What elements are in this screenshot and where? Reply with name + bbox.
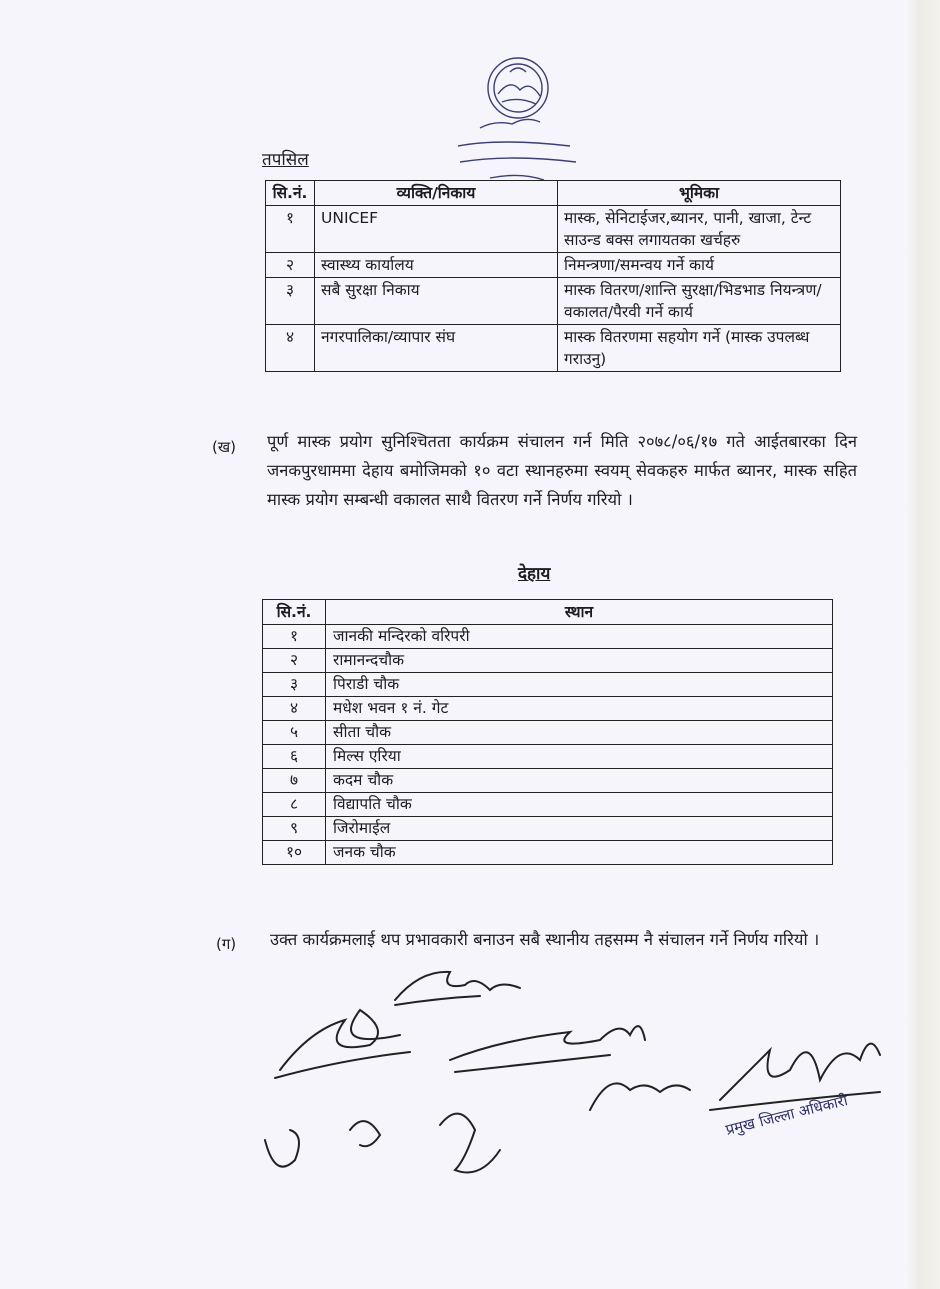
table-row — [266, 278, 841, 325]
table-row — [263, 697, 833, 721]
row-number: ७ — [263, 769, 326, 793]
table-row — [266, 253, 841, 278]
col-header-place: स्थान — [326, 600, 833, 625]
row-role: मास्क, सेनिटाईजर,ब्यानर, पानी, खाजा, टेन्ट साउन्ड बक्स लगायतका खर्चहरु — [558, 206, 841, 253]
table-row — [263, 649, 833, 673]
row-number: ४ — [266, 325, 315, 372]
col-header-number: सि.नं. — [263, 600, 326, 625]
table-row — [263, 769, 833, 793]
table-row — [263, 745, 833, 769]
table-row — [263, 721, 833, 745]
col-header-role: भूमिका — [558, 181, 841, 206]
row-number: ५ — [263, 721, 326, 745]
para-ga-marker: (ग) — [216, 935, 237, 953]
row-number: १० — [263, 841, 326, 865]
row-number: १ — [263, 625, 326, 649]
para-kha-text: पूर्ण मास्क प्रयोग सुनिश्चितता कार्यक्रम संचालन गर्न मिति २०७८/०६/१७ गते आईतबारका दिन जनकपुरधाममा देहाय बमोजिमको १० वटा स्थानहरुमा स्वयम् सेवकहरु मार्फत ब्यानर, मास्क सहित मास्क प्रयोग सम्बन्धी वकालत साथै वितरण गर्ने निर्णय गरियो । — [267, 432, 857, 509]
row-entity: स्वास्थ्य कार्यालय — [315, 253, 558, 278]
row-number: ६ — [263, 745, 326, 769]
row-number: ९ — [263, 817, 326, 841]
table-row — [263, 817, 833, 841]
table-row — [263, 625, 833, 649]
row-place: मिल्स एरिया — [326, 745, 833, 769]
row-number: २ — [266, 253, 315, 278]
table-header-row — [266, 181, 841, 206]
government-seal — [440, 50, 590, 190]
row-place: सीता चौक — [326, 721, 833, 745]
table-row — [266, 325, 841, 372]
row-role: मास्क वितरण/शान्ति सुरक्षा/भिडभाड नियन्त्रण/वकालत/पैरवी गर्ने कार्य — [558, 278, 841, 325]
row-number: ३ — [266, 278, 315, 325]
dehay-table — [262, 599, 833, 865]
row-role: मास्क वितरणमा सहयोग गर्ने (मास्क उपलब्ध गराउनु) — [558, 325, 841, 372]
row-entity: नगरपालिका/व्यापार संघ — [315, 325, 558, 372]
row-number: २ — [263, 649, 326, 673]
row-place: कदम चौक — [326, 769, 833, 793]
row-number: ३ — [263, 673, 326, 697]
table-header-row — [263, 600, 833, 625]
row-role: निमन्त्रणा/समन्वय गर्ने कार्य — [558, 253, 841, 278]
para-kha-marker: (ख) — [212, 438, 236, 456]
col-header-number: सि.नं. — [266, 181, 315, 206]
table-row — [263, 673, 833, 697]
row-entity: सबै सुरक्षा निकाय — [315, 278, 558, 325]
row-place: विद्यापति चौक — [326, 793, 833, 817]
para-ga-text: उक्त कार्यक्रमलाई थप प्रभावकारी बनाउन सबै स्थानीय तहसम्म नै संचालन गर्ने निर्णय गरियो । — [270, 930, 820, 949]
row-place: रामानन्दचौक — [326, 649, 833, 673]
table-row — [263, 793, 833, 817]
paper-edge — [906, 0, 940, 1289]
tapasil-table — [265, 180, 841, 372]
table-row — [266, 206, 841, 253]
row-place: मधेश भवन १ नं. गेट — [326, 697, 833, 721]
row-place: जानकी मन्दिरको वरिपरी — [326, 625, 833, 649]
row-number: ४ — [263, 697, 326, 721]
dehay-heading: देहाय — [518, 564, 551, 584]
row-place: पिराडी चौक — [326, 673, 833, 697]
col-header-entity: व्यक्ति/निकाय — [315, 181, 558, 206]
tapasil-heading: तपसिल — [262, 150, 309, 170]
table-row — [263, 841, 833, 865]
row-number: ८ — [263, 793, 326, 817]
row-entity: UNICEF — [315, 206, 558, 253]
signature-title: प्रमुख जिल्ला अधिकारी — [723, 1091, 850, 1139]
row-place: जनक चौक — [326, 841, 833, 865]
signatures — [250, 960, 890, 1200]
row-place: जिरोमाईल — [326, 817, 833, 841]
row-number: १ — [266, 206, 315, 253]
